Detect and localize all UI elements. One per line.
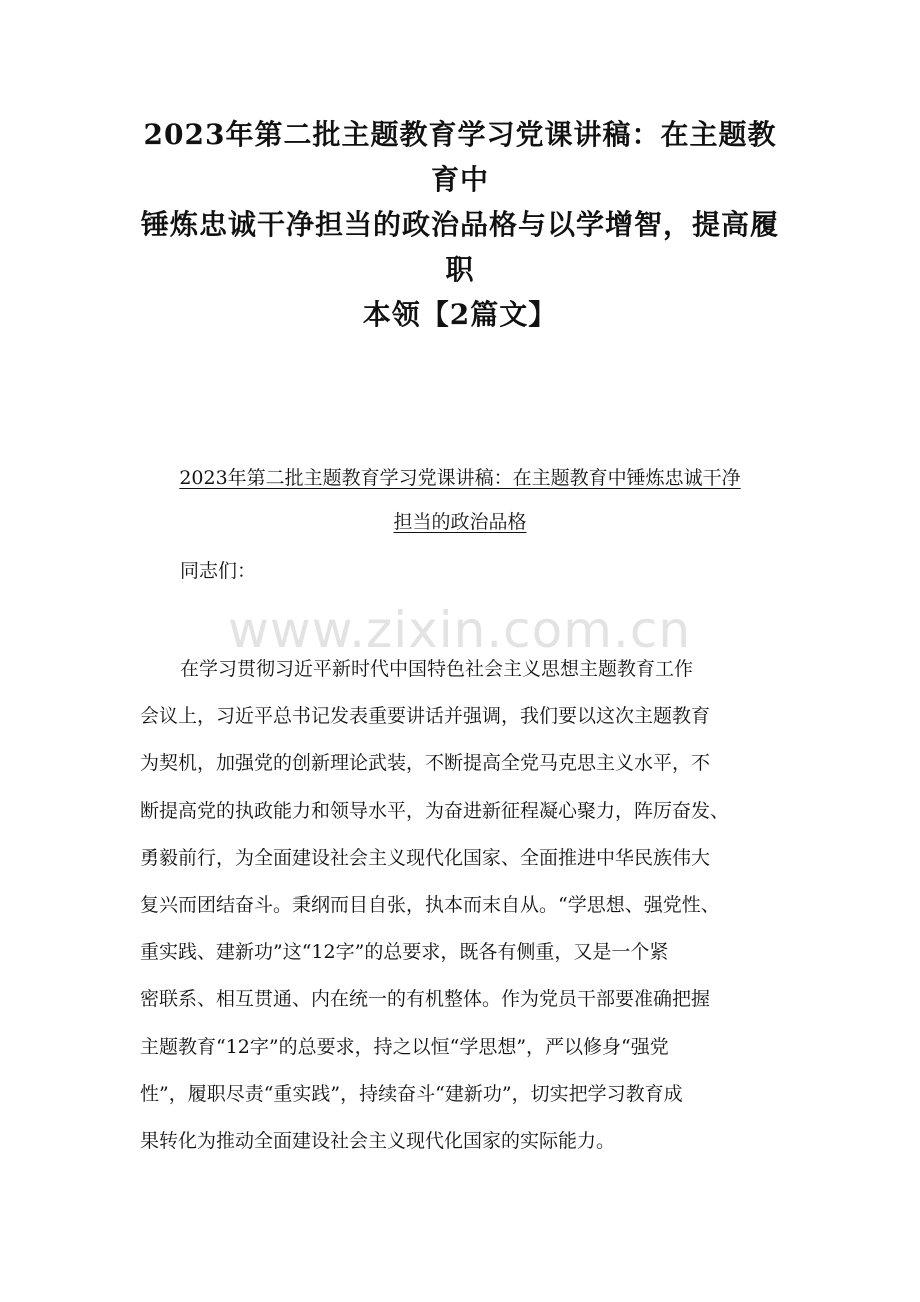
main-title — [130, 112, 790, 337]
main-title-line: 2023年第二批主题教育学习党课讲稿：在主题教育中 — [143, 118, 777, 196]
paragraph-line: 主题教育“12字”的总要求，持之以恒“学思想”，严以修身“强党 — [140, 1035, 669, 1058]
paragraph-line: 在学习贯彻习近平新时代中国特色社会主义思想主题教育工作 — [180, 658, 694, 680]
paragraph-line: 密联系、相互贯通、内在统一的有机整体。作为党员干部要准确把握 — [140, 988, 711, 1011]
main-title-line: 锤炼忠诚干净担当的政治品格与以学增智，提高履职 — [140, 208, 779, 286]
section-title-line: 担当的政治品格 — [393, 511, 527, 533]
paragraph-line: 为契机，加强党的创新理论武装，不断提高全党马克思主义水平，不 — [140, 752, 711, 775]
paragraph-line: 果转化为推动全面建设社会主义现代化国家的实际能力。 — [140, 1130, 616, 1153]
section-title — [138, 456, 782, 544]
paragraph-line: 性”，履职尽责“重实践”，持续奋斗“建新功”，切实把学习教育成 — [140, 1082, 683, 1105]
watermark: www.zixin.com.cn — [228, 601, 692, 659]
greeting: 同志们： — [180, 560, 257, 582]
paragraph-line: 勇毅前行，为全面建设社会主义现代化国家、全面推进中华民族伟大 — [140, 846, 711, 869]
paragraph-line: 重实践、建新功”这“12字”的总要求，既各有侧重，又是一个紧 — [140, 941, 669, 964]
paragraph-line: 会议上，习近平总书记发表重要讲话并强调，我们要以这次主题教育 — [140, 705, 711, 728]
main-title-line: 本领【2篇文】 — [362, 298, 558, 331]
body-paragraph — [140, 646, 782, 1165]
paragraph-line: 断提高党的执政能力和领导水平，为奋进新征程凝心聚力，阵厉奋发、 — [140, 799, 730, 822]
paragraph-line: 复兴而团结奋斗。秉纲而目自张，执本而末自从。“学思想、强党性、 — [140, 894, 720, 917]
section-title-line: 2023年第二批主题教育学习党课讲稿：在主题教育中锤炼忠诚干净 — [179, 467, 741, 489]
